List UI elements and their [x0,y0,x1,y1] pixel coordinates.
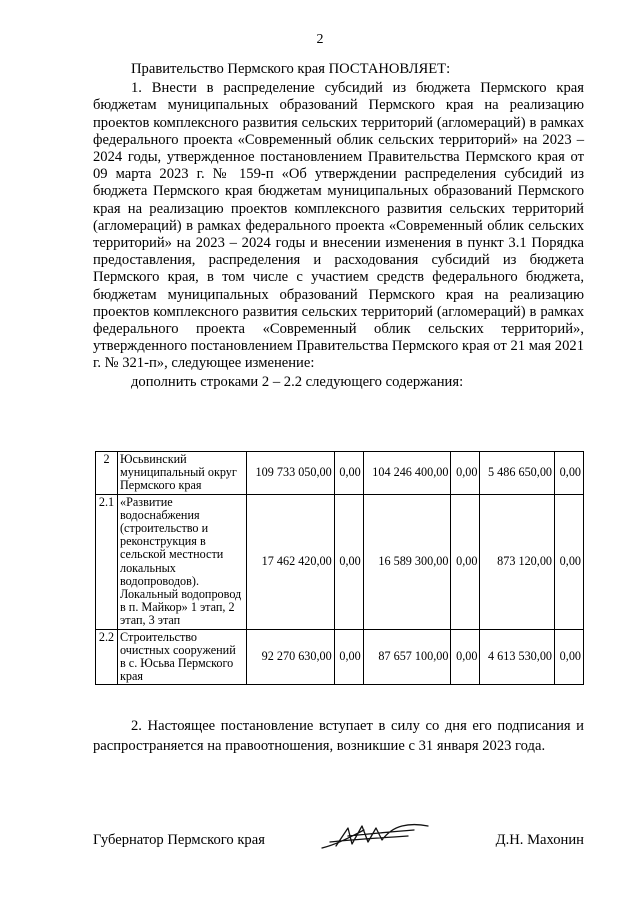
row-number: 2.1 [96,494,118,629]
row-name: Юсьвинский муниципальный округ Пермского края [118,452,247,495]
row-name: «Развитие водоснабжения (строительство и реконструкция в сельской местности локальных водопроводов). Локальный водопровод в п. Майкор» 1 этап, 2 этап, 3 этап [118,494,247,629]
row-number: 2 [96,452,118,495]
regional-amount: 4 613 530,00 [480,629,555,685]
federal-amount: 87 657 100,00 [363,629,451,685]
decree-body [93,61,584,391]
signatory-title: Губернатор Пермского края [93,832,265,848]
total-2024: 0,00 [334,452,363,495]
subsidy-table [95,451,584,685]
handwritten-signature [318,818,438,858]
federal-2024: 0,00 [451,452,480,495]
paragraph-2: 2. Настоящее постановление вступает в силу со дня его подписания и распространяется на правоотношения, возникшие с 31 января 2023 года. [93,718,584,754]
regional-2024: 0,00 [555,452,584,495]
table-intro: дополнить строками 2 – 2.2 следующего содержания: [131,373,464,390]
total-amount: 92 270 630,00 [247,629,335,685]
page-number: 2 [316,32,324,47]
federal-amount: 16 589 300,00 [363,494,451,629]
regional-amount: 873 120,00 [480,494,555,629]
regional-2024: 0,00 [555,629,584,685]
table-row [96,494,584,629]
decree-intro: Правительство Пермского края ПОСТАНОВЛЯЕТ: [131,61,451,77]
paragraph-1: 1. Внести в распределение субсидий из бюджета Пермского края бюджетам муниципальных образований Пермского края на реализацию проектов комплексного развития сельских территорий (агломераций) в рамках федерального проекта «Современный облик сельских территорий» на 2023 – 2024 годы, утвержденное постановлением Правительства Пермского края от 09 марта 2023 г. № 159-п «Об утверждении распределения субсидий из бюджета Пермского края бюджетам муниципальных образований Пермского края на реализацию проектов комплексного развития сельских территорий (агломераций) в рамках федерального проекта «Современный облик сельских территорий» на 2023 – 2024 годы и внесении изменения в пункт 3.1 Порядка предоставления, распределения и расходования субсидий из бюджета Пермского края, в том числе с участием средств федерального бюджета, бюджетам муниципальных образований Пермского края на реализацию проектов комплексного развития сельских территорий (агломераций) в рамках федерального проекта «Современный облик сельских территорий», утвержденного постановлением Правительства Пермского края от 21 мая 2021 г. № 321-п», следующее изменение: [93,80,584,372]
federal-amount: 104 246 400,00 [363,452,451,495]
signatory-name: Д.Н. Махонин [495,832,584,848]
regional-amount: 5 486 650,00 [480,452,555,495]
table-row [96,629,584,685]
federal-2024: 0,00 [451,494,480,629]
paragraph-2-block [93,716,584,756]
row-number: 2.2 [96,629,118,685]
federal-2024: 0,00 [451,629,480,685]
table-row [96,452,584,495]
total-2024: 0,00 [334,494,363,629]
row-name: Строительство очистных сооружений в с. Юсьва Пермского края [118,629,247,685]
total-amount: 109 733 050,00 [247,452,335,495]
regional-2024: 0,00 [555,494,584,629]
total-2024: 0,00 [334,629,363,685]
total-amount: 17 462 420,00 [247,494,335,629]
